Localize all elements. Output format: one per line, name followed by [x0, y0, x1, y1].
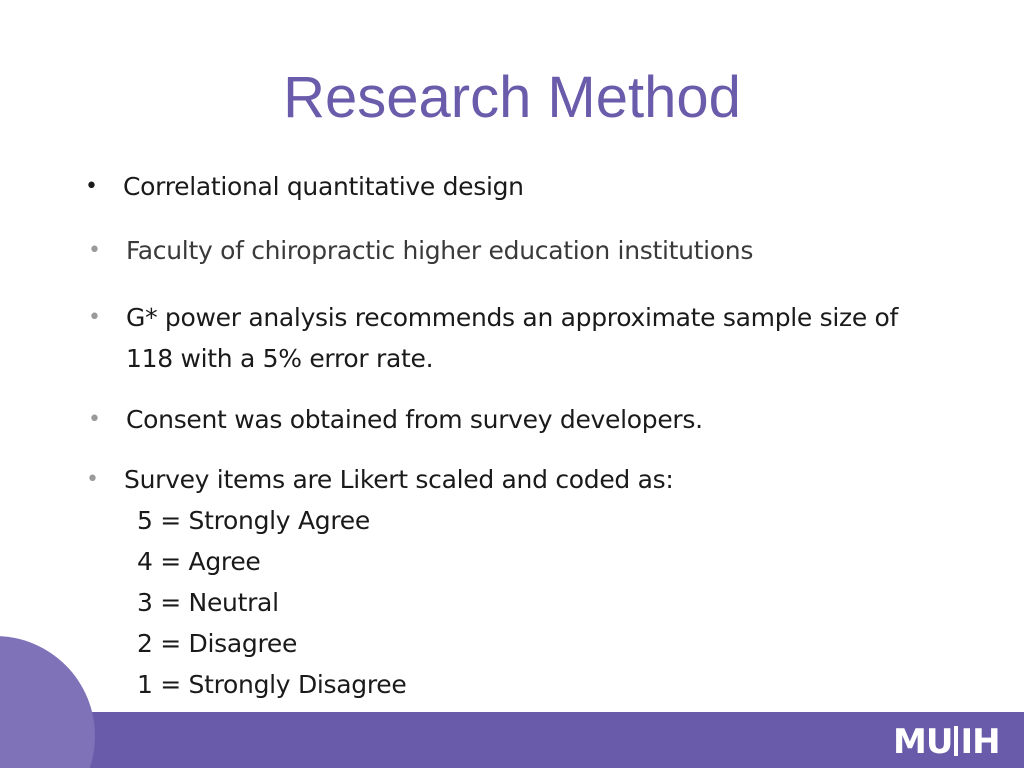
bullet-dot-icon: • — [86, 467, 99, 492]
bullet-power-analysis — [88, 297, 899, 379]
bullet-dot-icon: • — [88, 238, 101, 263]
bullet-likert — [86, 459, 674, 705]
bullet-text: Survey items are Likert scaled and coded as: — [124, 465, 674, 494]
bullet-consent — [88, 399, 703, 440]
bullet-dot-icon: • — [88, 305, 101, 330]
logo-divider — [954, 726, 958, 756]
bullet-text-line-2: 118 with a 5% error rate. — [126, 344, 434, 373]
likert-item-1: 1 = Strongly Disagree — [137, 670, 407, 699]
bullet-text: Faculty of chiropractic higher education institutions — [126, 236, 754, 265]
muih-logo — [893, 722, 1000, 762]
bullet-faculty — [88, 230, 754, 271]
bullet-text-line-1: G* power analysis recommends an approximate sample size of — [126, 303, 899, 332]
bullet-dot-icon: • — [85, 174, 98, 199]
bullet-correlational-design — [85, 166, 524, 207]
slide-title: Research Method — [283, 65, 741, 130]
bullet-text: Correlational quantitative design — [123, 172, 524, 201]
corner-decoration — [0, 636, 95, 768]
likert-item-3: 3 = Neutral — [137, 588, 279, 617]
likert-item-4: 4 = Agree — [137, 547, 261, 576]
likert-item-5: 5 = Strongly Agree — [137, 506, 370, 535]
likert-item-2: 2 = Disagree — [137, 629, 298, 658]
bullet-text: Consent was obtained from survey developers. — [126, 405, 703, 434]
bullet-dot-icon: • — [88, 407, 101, 432]
footer-band — [0, 712, 1024, 768]
logo-text-right: IH — [960, 722, 1000, 762]
logo-text-left: MU — [893, 722, 953, 762]
